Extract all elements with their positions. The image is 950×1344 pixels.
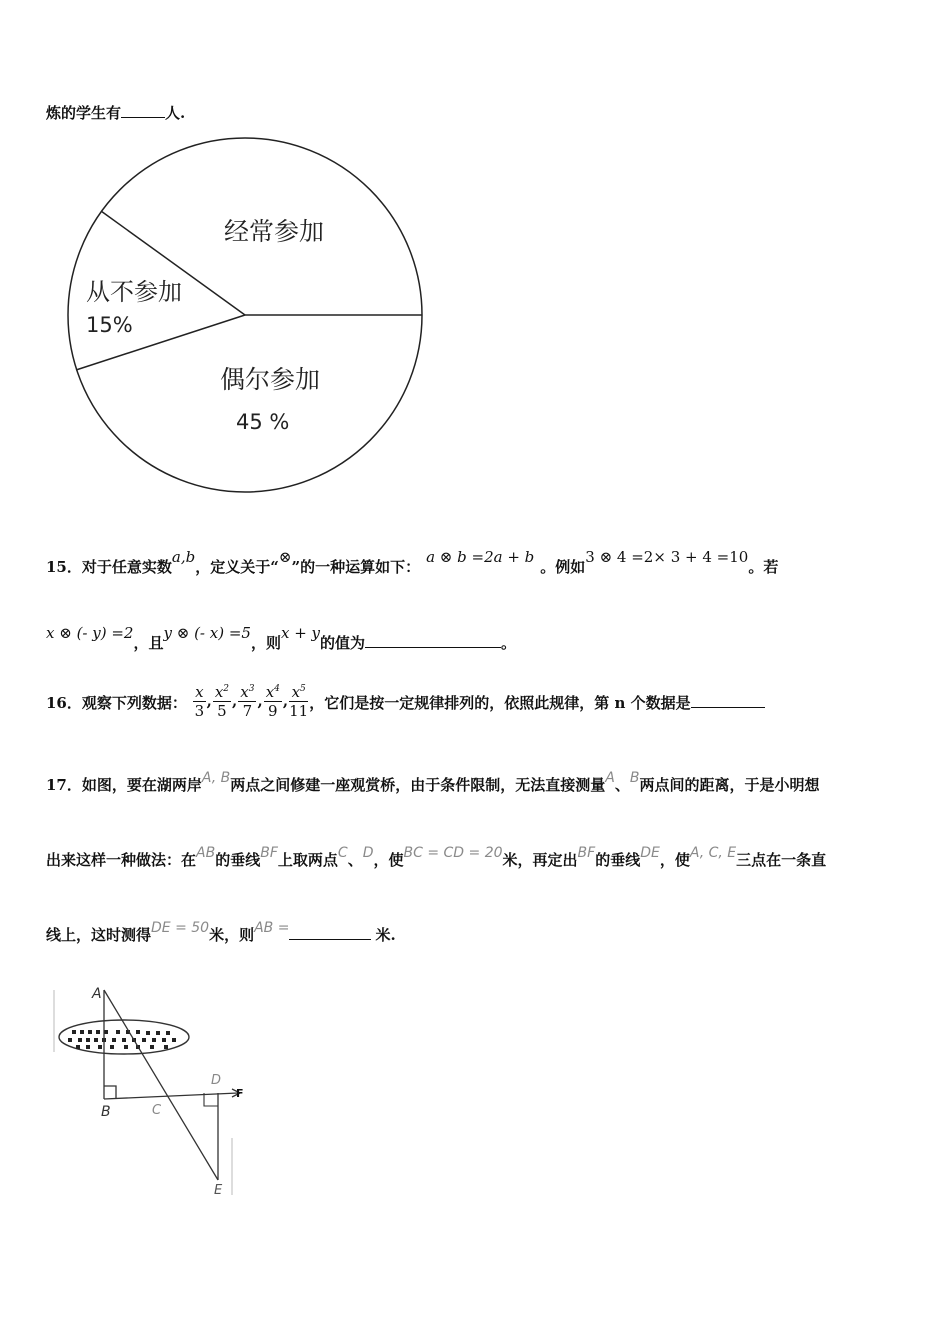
q16-text: 观察下列数据： [81, 694, 187, 712]
q17-math: B [629, 770, 640, 786]
q17-math: BF [260, 845, 278, 861]
q17-math: AB = [254, 920, 290, 936]
q15-text: 的值为 [320, 634, 366, 652]
q17-math: DE [640, 845, 660, 861]
q16-fraction: $\frac{x^4}{9}$ [264, 680, 282, 720]
q16-fraction: $\frac{x}{3}$ [193, 680, 205, 720]
label-d: D [211, 1073, 222, 1088]
q16-number: 16． [46, 694, 82, 712]
q16-fraction: $\frac{x^2}{5}$ [213, 680, 231, 720]
q15-text: 对于任意实数 [81, 558, 172, 576]
slice-label-sometimes: 偶尔参加 [220, 365, 321, 394]
q15-math-op: ⊗ [278, 548, 292, 566]
q15-line1 [46, 548, 779, 577]
q17-number: 17． [46, 776, 82, 794]
q17-text: 米. [375, 926, 396, 944]
q17-line3 [46, 920, 396, 945]
q15-text: ，定义关于“ [195, 558, 279, 576]
q15-text: 。 [501, 634, 517, 652]
lake-texture [68, 1030, 176, 1049]
q17-text: ，使 [659, 851, 690, 869]
q17-text: 米，则 [209, 926, 255, 944]
q17-text: 三点在一条直 [736, 851, 827, 869]
slice-label-never: 从不参加 [86, 278, 182, 306]
q17-math: A [605, 770, 615, 786]
segment-ae [104, 990, 218, 1180]
q17-math: C [337, 845, 348, 861]
q16-text: ，它们是按一定规律排列的，依照此规律，第 n 个数据是 [309, 694, 691, 712]
q15-text: ，且 [133, 634, 164, 652]
label-c: C [152, 1103, 162, 1118]
intro-text-before: 炼的学生有 [46, 104, 122, 122]
label-a: A [92, 986, 102, 1002]
q17-text: 上取两点 [277, 851, 338, 869]
slice-percent-sometimes: 45 % [236, 410, 290, 434]
q16-fraction: $\frac{x^5}{11}$ [289, 680, 308, 720]
q17-text: 的垂线 [215, 851, 261, 869]
q17-math: AB [196, 845, 216, 861]
q17-math: A, B [201, 770, 231, 786]
q17-text: ，使 [373, 851, 404, 869]
q16-fraction: $\frac{x^3}{7}$ [238, 680, 256, 720]
q15-math-cond2: y ⊗ (- x) =5 [163, 624, 251, 642]
intro-line [46, 102, 185, 123]
pie-chart [60, 130, 440, 510]
label-f: F [236, 1087, 244, 1100]
q15-text: ，则 [250, 634, 281, 652]
q17-text: 出来这样一种做法：在 [46, 851, 197, 869]
q17-text: 线上，这时测得 [46, 926, 152, 944]
q17-math: BC = CD = 20 [403, 845, 503, 861]
q17-math: BF [577, 845, 596, 861]
label-b: B [101, 1104, 111, 1120]
q17-text: 两点之间修建一座观赏桥，由于条件限制，无法直接测量 [230, 776, 606, 794]
q15-math-ab: a,b [171, 548, 196, 566]
answer-blank[interactable] [289, 925, 371, 940]
q17-text: 米，再定出 [502, 851, 578, 869]
q17-text: 的垂线 [595, 851, 641, 869]
q17-math: A, C, E [689, 845, 737, 861]
q17-line2 [46, 845, 827, 870]
geometry-figure [46, 980, 256, 1210]
answer-blank[interactable] [121, 103, 165, 118]
right-angle-b [104, 1086, 116, 1099]
q15-text: 。例如 [540, 558, 586, 576]
q17-math: DE = 50 [151, 920, 210, 936]
q15-line2 [46, 624, 517, 653]
q15-text: 。若 [748, 558, 779, 576]
q17-text: 、 [347, 851, 363, 869]
q17-line1 [46, 770, 820, 795]
q15-math-example: 3 ⊗ 4 =2× 3 + 4 =10 [585, 548, 749, 566]
q15-math-cond1: x ⊗ (- y) =2 [46, 624, 134, 642]
q17-math: D [362, 845, 374, 861]
q15-number: 15． [46, 558, 82, 576]
intro-text-after: 人. [165, 104, 186, 122]
q15-text: ”的一种运算如下： [291, 558, 421, 576]
answer-blank[interactable] [365, 633, 501, 648]
q15-math-def: a ⊗ b =2a + b [426, 548, 535, 566]
q15-math-xy: x + y [280, 624, 321, 642]
slice-label-often: 经常参加 [224, 217, 325, 246]
answer-blank[interactable] [691, 693, 765, 708]
q16-line: 16．观察下列数据： $\frac{x}{3}$ , $\frac{x^2}{5}$ , $\frac{x^3}{7}$ , $\frac{x^4}{9}$ , $\frac{x^5}{11}$ ，它们是按一定规律排列的，依照此规律，第 n 个数据是 [46, 682, 765, 722]
label-e: E [214, 1183, 223, 1198]
q17-text: 如图，要在湖两岸 [81, 776, 202, 794]
q17-text: 两点间的距离，于是小明想 [639, 776, 820, 794]
q17-text: 、 [614, 776, 630, 794]
slice-percent-never: 15% [86, 313, 133, 337]
